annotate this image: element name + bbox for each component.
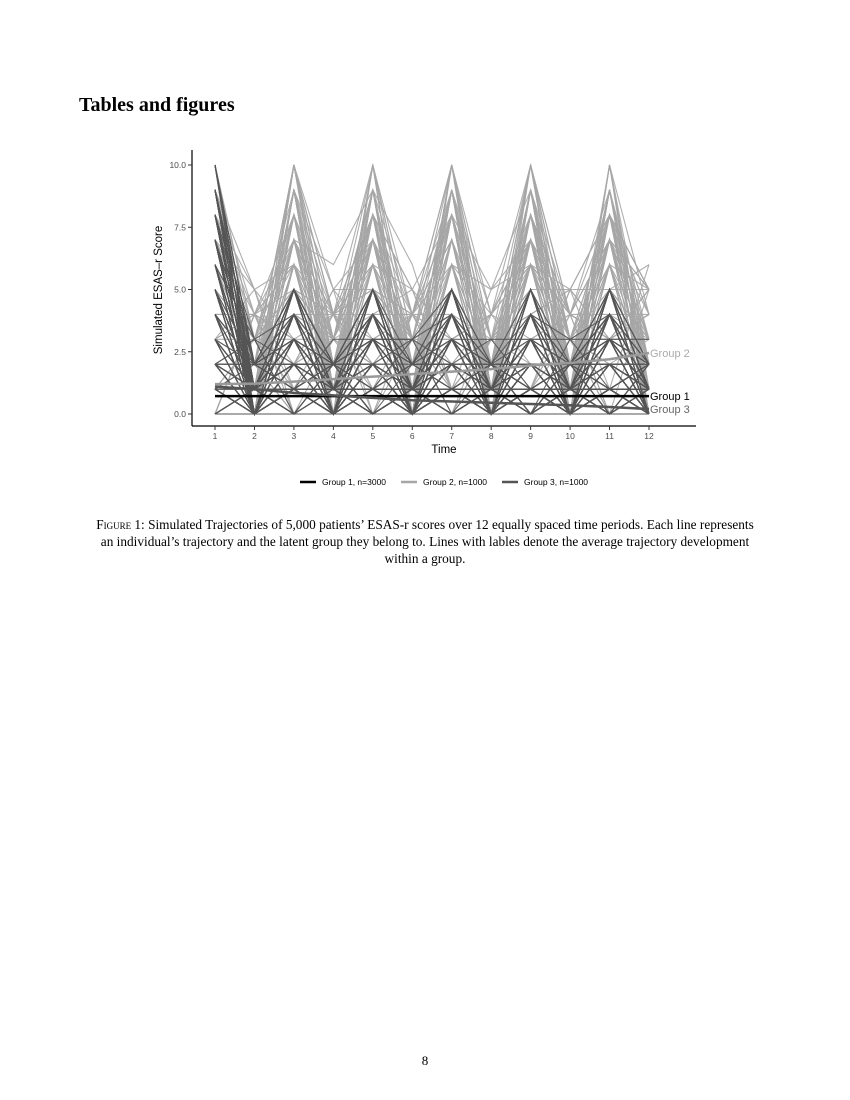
- group-label: Group 3: [650, 404, 690, 417]
- x-tick-label: 11: [605, 431, 614, 441]
- legend-label: Group 1, n=3000: [322, 477, 387, 487]
- x-tick-label: 7: [449, 431, 455, 441]
- legend-label: Group 3, n=1000: [524, 477, 589, 487]
- x-tick-label: 6: [409, 431, 415, 441]
- x-tick-label: 5: [370, 431, 376, 441]
- group-label: Group 1: [650, 391, 690, 404]
- x-tick-label: 9: [528, 431, 534, 441]
- page-number: 8: [421, 1053, 429, 1068]
- x-axis-label: Time: [431, 444, 457, 456]
- y-tick-label: 7.5: [174, 222, 186, 233]
- x-tick-label: 4: [330, 431, 336, 441]
- x-tick-label: 3: [291, 431, 297, 441]
- x-tick-label: 1: [212, 431, 218, 441]
- legend-label: Group 2, n=1000: [423, 477, 488, 487]
- y-tick-label: 5.0: [174, 284, 186, 295]
- caption-text: Simulated Trajectories of 5,000 patients’ ESAS-r scores over 12 equally spaced time periods. Each line represents an individual’s trajectory and the latent group they belong to. Lines with lables denote the average trajectory development within a group.: [100, 517, 754, 566]
- caption-label: Figure 1:: [96, 517, 145, 532]
- x-tick-label: 10: [565, 431, 575, 441]
- y-tick-label: 2.5: [174, 346, 186, 357]
- x-tick-label: 8: [488, 431, 494, 441]
- y-tick-label: 0.0: [174, 409, 186, 419]
- mean-trajectories: [215, 348, 690, 416]
- trajectory-chart: [0, 0, 850, 500]
- x-tick-label: 12: [644, 431, 654, 441]
- figure-caption: [90, 516, 760, 567]
- individual-trajectories: [215, 165, 649, 414]
- section-title: Tables and figures: [79, 94, 235, 116]
- y-tick-label: 10.0: [169, 160, 186, 170]
- legend: [300, 477, 588, 487]
- y-axis-label: Simulated ESAS–r Score: [153, 225, 165, 355]
- x-tick-label: 2: [252, 431, 257, 441]
- group-label: Group 2: [650, 347, 690, 360]
